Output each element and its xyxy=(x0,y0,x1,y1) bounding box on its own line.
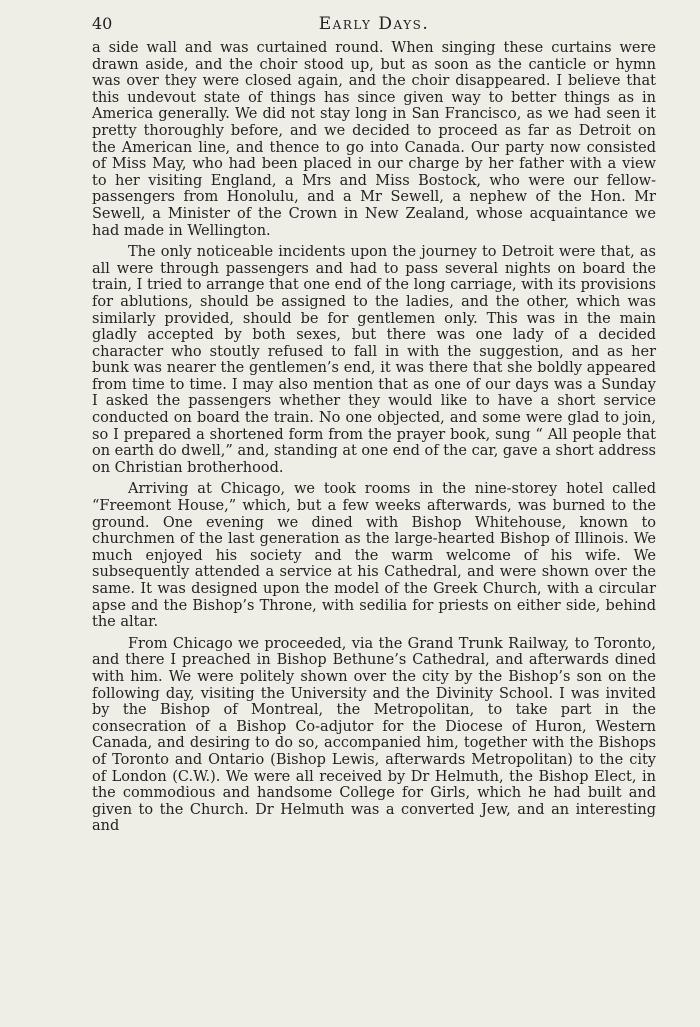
page-number: 40 xyxy=(92,14,113,33)
paragraph-1: a side wall and was curtained round. When singing these curtains were drawn aside, and the choir stood up, but as soon as the canticle or hymn was over they were closed again, and the choir disappeared. I believe that this undevout state of things has since given way to better things as in America generally. We did not stay long in San Francisco, as we had seen it pretty thoroughly before, and we decided to proceed as far as Detroit on the American line, and thence to go into Canada. Our party now consisted of Miss May, who had been placed in our charge by her father with a view to her visiting England, a Mrs and Miss Bostock, who were our fellow-passengers from Honolulu, and a Mr Sewell, a nephew of the Hon. Mr Sewell, a Minister of the Crown in New Zealand, whose acquaintance we had made in Wellington. xyxy=(92,40,656,239)
paragraph-2: The only noticeable incidents upon the journey to Detroit were that, as all were through passengers and had to pass several nights on board the train, I tried to arrange that one end of the long carriage, with its provisions for ablutions, should be assigned to the ladies, and the other, which was similarly provided, should be for gentlemen only. This was in the main gladly accepted by both sexes, but there was one lady of a decided character who stoutly refused to fall in with the suggestion, and as her bunk was nearer the gentlemen’s end, it was there that she boldly appeared from time to time. I may also mention that as one of our days was a Sunday I asked the passengers whether they would like to have a short service conducted on board the train. No one objected, and some were glad to join, so I prepared a shortened form from the prayer book, sung “ All people that on earth do dwell,” and, standing at one end of the car, gave a short address on Christian brotherhood. xyxy=(92,244,656,476)
paragraph-4: From Chicago we proceeded, via the Grand Trunk Railway, to Toronto, and there I preached in Bishop Bethune’s Cathedral, and afterwards dined with him. We were politely shown over the city by the Bishop’s son on the following day, visiting the University and the Divinity School. I was invited by the Bishop of Montreal, the Metropolitan, to take part in the consecration of a Bishop Co-adjutor for the Diocese of Huron, Western Canada, and desiring to do so, accompanied him, together with the Bishops of Toronto and Ontario (Bishop Lewis, afterwards Metropolitan) to the city of London (C.W.). We were all received by Dr Helmuth, the Bishop Elect, in the commodious and handsome College for Girls, which he had built and given to the Church. Dr Helmuth was a converted Jew, and an interesting and xyxy=(92,635,656,835)
running-title: Early Days. xyxy=(318,14,430,34)
body-text xyxy=(92,40,656,835)
paragraph-3: Arriving at Chicago, we took rooms in the nine-storey hotel called “Freemont House,” which, but a few weeks afterwards, was burned to the ground. One evening we dined with Bishop Whitehouse, known to churchmen of the last generation as the large-hearted Bishop of Illinois. We much enjoyed his society and the warm welcome of his wife. We subsequently attended a service at his Cathedral, and were shown over the same. It was designed upon the model of the Greek Church, with a circular apse and the Bishop’s Throne, with sedilia for priests on either side, behind the altar. xyxy=(92,481,656,631)
running-head xyxy=(92,10,656,40)
